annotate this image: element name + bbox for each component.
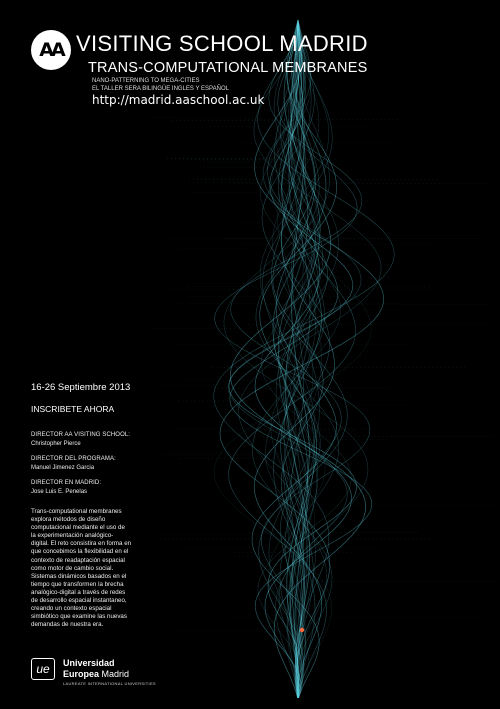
website-link[interactable]: http://madrid.aaschool.ac.uk: [92, 93, 265, 107]
sponsor-name-rest: Madrid: [99, 669, 130, 679]
register-cta[interactable]: INSCRIBETE AHORA: [31, 404, 115, 414]
membrane-strands: [214, 20, 395, 698]
accent-dot: [300, 628, 304, 632]
credit-role: DIRECTOR EN MADRID:: [31, 480, 102, 486]
event-dates: 16-26 Septiembre 2013: [31, 382, 131, 393]
aa-logo-text: AA: [39, 39, 63, 61]
description-text: Trans-computational membranes explora métodos de diseño computacional mediante el uso de la experimentación analógico- digital. El reto consistira en forma en que concebimos la flexibilidad en el contexto de readaptación espacial como motor de cambio social. Sistemas dinámicos basados en el tiempo que transformen la brecha analógico-digital a través de redes de desarrollo espacial instantaneo, creando un contexto espacial simbiótico que examine las nuevas demandas de nuestra era.: [31, 508, 132, 629]
aa-logo: [31, 30, 71, 70]
credit-name: Christopher Pierce: [31, 441, 81, 447]
sponsor-name-line1: Universidad: [63, 658, 115, 668]
sponsor-network: LAUREATE INTERNATIONAL UNIVERSITIES: [63, 681, 156, 686]
poster-subtitle: TRANS-COMPUTATIONAL MEMBRANES: [88, 60, 368, 76]
credit-role: DIRECTOR AA VISITING SCHOOL:: [31, 432, 131, 438]
sponsor-name-bold: Europea: [63, 669, 100, 679]
university-logo-icon: [31, 658, 55, 680]
sponsor-name-line2: [63, 669, 129, 679]
credit-role: DIRECTOR DEL PROGRAMA:: [31, 456, 116, 462]
credit-name: Manuel Jimenez Garcia: [31, 465, 95, 471]
tagline-1: NANO-PATTERNING TO MEGA-CITIES: [92, 78, 200, 84]
credit-name: Jose Luis E. Penelas: [31, 489, 88, 495]
tagline-2: EL TALLER SERA BILINGÜE INGLES Y ESPAÑOL: [92, 86, 229, 92]
poster-title: VISITING SCHOOL MADRID: [76, 31, 368, 56]
university-logo-mark: ue: [36, 662, 50, 676]
